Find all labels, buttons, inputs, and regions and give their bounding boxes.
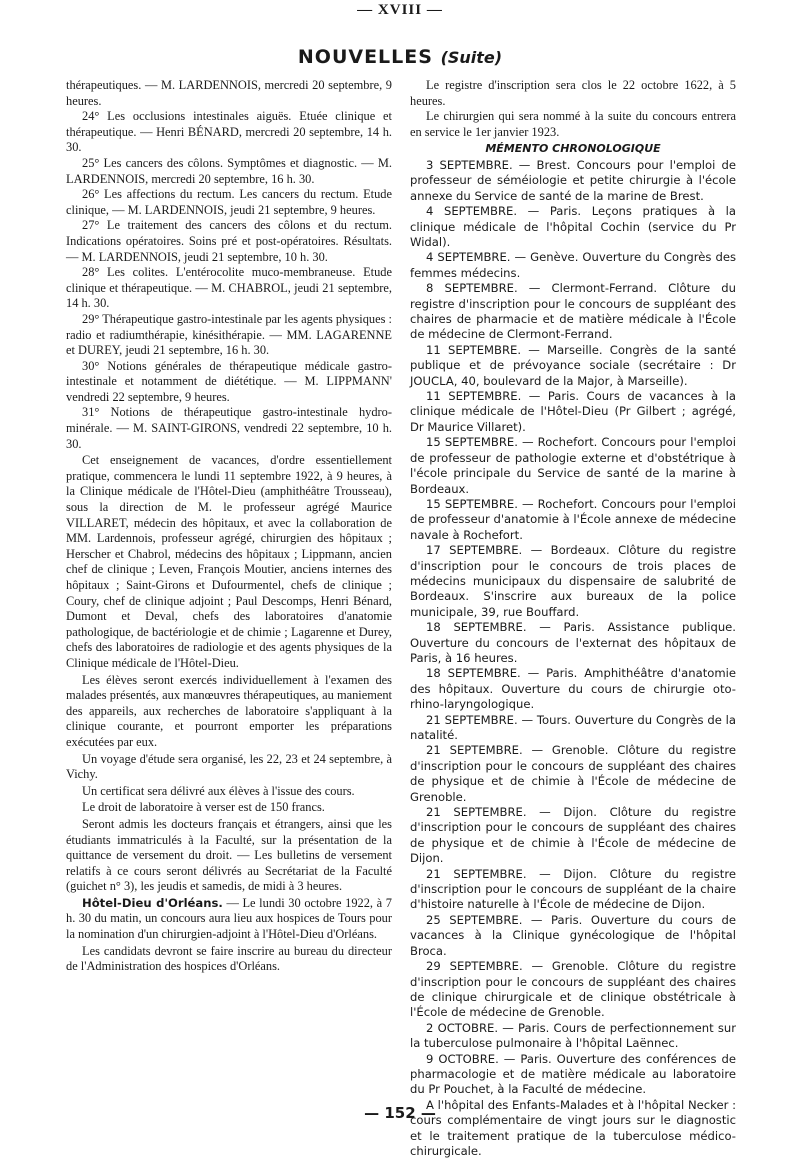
paragraph: Le chirurgien qui sera nommé à la suite du concours entrera en service le 1er janvier 1923. xyxy=(410,109,736,139)
paragraph: Seront admis les docteurs français et étrangers, ainsi que les étudiants immatriculés à la Faculté, sur la présentation de la quittance de versement du droit. — Les bulletins de versement relatifs à ce cours seront délivrés au Secrétariat de la Faculté (guichet n° 3), les jeudis et samedis, de midi à 3 heures. xyxy=(66,816,392,894)
right-column xyxy=(410,78,736,1159)
paragraph: thérapeutiques. — M. LARDENNOIS, mercredi 20 septembre, 9 heures. xyxy=(66,78,392,108)
paragraph: Le droit de laboratoire à verser est de 150 francs. xyxy=(82,800,325,815)
memento-entry: 4 SEPTEMBRE. — Paris. Leçons pratiques à la clinique médicale de l'hôpital Cochin (service du Pr Widal). xyxy=(410,204,736,249)
memento-entry: 18 SEPTEMBRE. — Paris. Assistance publique. Ouverture du concours de l'externat des hôpitaux de Paris, à 16 heures. xyxy=(410,620,736,665)
paragraph: 24° Les occlusions intestinales aiguës. Etuée clinique et thérapeutique. — Henri BÉNARD, mercredi 20 septembre, 14 h. 30. xyxy=(66,109,392,155)
left-column xyxy=(66,78,392,975)
memento-list xyxy=(410,158,736,1159)
paragraph: Les élèves seront exercés individuellement à l'examen des malades présentés, aux manœuvres thérapeutiques, au maniement des appareils, aux recherches de laboratoire s'appliquant à la clinique courante, et pourront emporter les préparations exécutées par eux. xyxy=(66,672,392,749)
paragraph: Cet enseignement de vacances, d'ordre essentiellement pratique, commencera le lundi 11 septembre 1922, à 9 heures, à la Clinique médicale de l'Hôtel-Dieu (amphithéâtre Trousseau), sous la direction de M. le professeur agrégé Maurice VILLARET, médecin des hôpitaux, et avec la collaboration de MM. Lardennois, professeur agrégé, chirurgien des hôpitaux ; Herscher et Chabrol, médecins des hôpitaux ; Lippmann, ancien chef de clinique ; Leven, François Moutier, anciens internes des hôpitaux ; Saint-Girons et Dufourmentel, chefs de clinique ; Coury, chef de clinique adjoint ; Paul Descomps, Henri Bénard, Dumont et Deval, chefs des laboratoires d'anatomie pathologique, de bactériologie et de chimie ; Lagarenne et Durey, chefs des laboratoires de radiologie et des agents physiques de la Clinique médicale de l'Hôtel-Dieu. xyxy=(66,453,392,670)
paragraph: Un certificat sera délivré aux élèves à l'issue des cours. xyxy=(82,783,355,798)
paragraph: 29° Thérapeutique gastro-intestinale par les agents physiques : radio et radiumthérapie, kinésithérapie. — MM. LAGARENNE et DUREY, jeudi 21 septembre, 16 h. 30. xyxy=(66,311,392,358)
memento-entry: 21 SEPTEMBRE. — Dijon. Clôture du registre d'inscription pour le concours de suppléant de la chaire d'histoire naturelle à l'École de médecine de Dijon. xyxy=(410,866,736,912)
section-title: NOUVELLES xyxy=(297,46,433,68)
memento-entry: 21 SEPTEMBRE. — Grenoble. Clôture du registre d'inscription pour le concours de suppléant des chaires de physique et de chimie à l'École de médecine de Grenoble. xyxy=(410,743,736,804)
memento-entry: 21 SEPTEMBRE. — Tours. Ouverture du Congrès de la natalité. xyxy=(410,712,736,742)
paragraph: 26° Les affections du rectum. Les cancers du rectum. Etude clinique, — M. LARDENNOIS, jeudi 21 septembre, 9 heures. xyxy=(66,187,392,217)
memento-entry: 15 SEPTEMBRE. — Rochefort. Concours pour l'emploi de professeur d'anatomie à l'École annexe de médecine navale à Rochefort. xyxy=(410,496,736,542)
memento-entry: 21 SEPTEMBRE. — Dijon. Clôture du registre d'inscription pour le concours de suppléant des chaires de physique et de chimie à l'École de médecine de Dijon. xyxy=(410,805,736,866)
paragraph: 30° Notions générales de thérapeutique médicale gastro-intestinale et notamment de diététique. — M. LIPPMANN' vendredi 22 septembre, 9 heures. xyxy=(66,358,392,404)
memento-entry: 18 SEPTEMBRE. — Paris. Amphithéâtre d'anatomie des hôpitaux. Ouverture du cours de chirurgie oto-rhino-laryngologique. xyxy=(410,666,736,712)
paragraph xyxy=(66,896,392,943)
memento-entry: 15 SEPTEMBRE. — Rochefort. Concours pour l'emploi de professeur de pathologie externe et d'obstétrique à l'école principale du Service de santé de la marine à Bordeaux. xyxy=(410,435,736,496)
section-suite: (Suite) xyxy=(440,48,503,67)
memento-entry: 8 SEPTEMBRE. — Clermont-Ferrand. Clôture du registre d'inscription pour le concours de suppléant des chaires de pharmacie et de matière médicale à l'École de médecine de Clermont-Ferrand. xyxy=(410,281,736,342)
paragraph: 28° Les colites. L'entérocolite muco-membraneuse. Etude clinique et thérapeutique. — M. CHABROL, jeudi 21 septembre, 14 h. 30. xyxy=(66,265,392,311)
news-heading: Hôtel-Dieu d'Orléans. xyxy=(82,895,223,910)
memento-title: MÉMENTO CHRONOLOGIQUE xyxy=(485,142,661,156)
memento-entry: 3 SEPTEMBRE. — Brest. Concours pour l'emploi de professeur de séméiologie et petite chirurgie à l'école annexe du Service de santé de la marine de Brest. xyxy=(410,157,736,203)
memento-entry: 2 OCTOBRE. — Paris. Cours de perfectionnement sur la tuberculose pulmonaire à l'hôpital Laënnec. xyxy=(410,1020,736,1051)
memento-entry: 29 SEPTEMBRE. — Grenoble. Clôture du registre d'inscription pour le concours de suppléant des chaires de clinique chirurgicale et de clinique obstétricale à l'École de médecine de Grenoble. xyxy=(410,959,736,1020)
memento-entry: 25 SEPTEMBRE. — Paris. Ouverture du cours de vacances à la Clinique gynécologique de l'hôpital Broca. xyxy=(410,912,736,958)
paragraph: 31° Notions de thérapeutique gastro-intestinale hydro-minérale. — M. SAINT-GIRONS, vendredi 22 septembre, 10 h. 30. xyxy=(66,405,392,451)
paragraph: 27° Le traitement des cancers des côlons et du rectum. Indications opératoires. Soins pré et post-opératoires. Résultats. — M. LARDENNOIS, jeudi 21 septembre, 10 h. 30. xyxy=(66,218,392,264)
paragraph: 25° Les cancers des côlons. Symptômes et diagnostic. — M. LARDENNOIS, mercredi 20 septembre, 16 h. 30. xyxy=(66,155,392,186)
memento-entry: 9 OCTOBRE. — Paris. Ouverture des conférences de pharmacologie et de matière médicale au laboratoire du Pr Pouchet, à la Faculté de médecine. xyxy=(410,1051,736,1097)
page-number: — 152 — xyxy=(364,1104,436,1122)
paragraph: Un voyage d'étude sera organisé, les 22, 23 et 24 septembre, à Vichy. xyxy=(66,751,392,782)
memento-entry: 17 SEPTEMBRE. — Bordeaux. Clôture du registre d'inscription pour le concours de trois places de médecins municipaux du dispensaire de salubrité de Bordeaux. S'inscrire aux bureaux de la police municipale, 39, rue Bouffard. xyxy=(410,543,736,619)
roman-folio: — XVIII — xyxy=(357,2,443,18)
paragraph-body: — Le lundi 30 octobre 1922, à 7 h. 30 du matin, un concours aura lieu aux hospices de Tours pour la nomination d'un chirurgien-adjoint à l'Hôtel-Dieu d'Orléans. xyxy=(66,895,392,942)
memento-entry: 11 SEPTEMBRE. — Paris. Cours de vacances à la clinique médicale de l'Hôtel-Dieu (Pr Gilbert ; agrégé, Dr Maurice Villaret). xyxy=(410,389,736,434)
memento-entry: 11 SEPTEMBRE. — Marseille. Congrès de la santé publique et de prévoyance sociale (secrétaire : Dr JOUCLA, 40, boulevard de la Major, à Marseille). xyxy=(410,342,736,388)
paragraph: Le registre d'inscription sera clos le 22 octobre 1622, à 5 heures. xyxy=(410,78,736,108)
memento-entry: 4 SEPTEMBRE. — Genève. Ouverture du Congrès des femmes médecins. xyxy=(410,250,736,280)
memento-entry: A l'hôpital des Enfants-Malades et à l'hôpital Necker : cours complémentaire de vingt jours sur le diagnostic et le traitement pratique de la tuberculose médico-chirurgicale. xyxy=(410,1097,736,1158)
paragraph: Les candidats devront se faire inscrire au bureau du directeur de l'Administration des hospices d'Orléans. xyxy=(66,943,392,974)
section-heading xyxy=(0,46,800,68)
